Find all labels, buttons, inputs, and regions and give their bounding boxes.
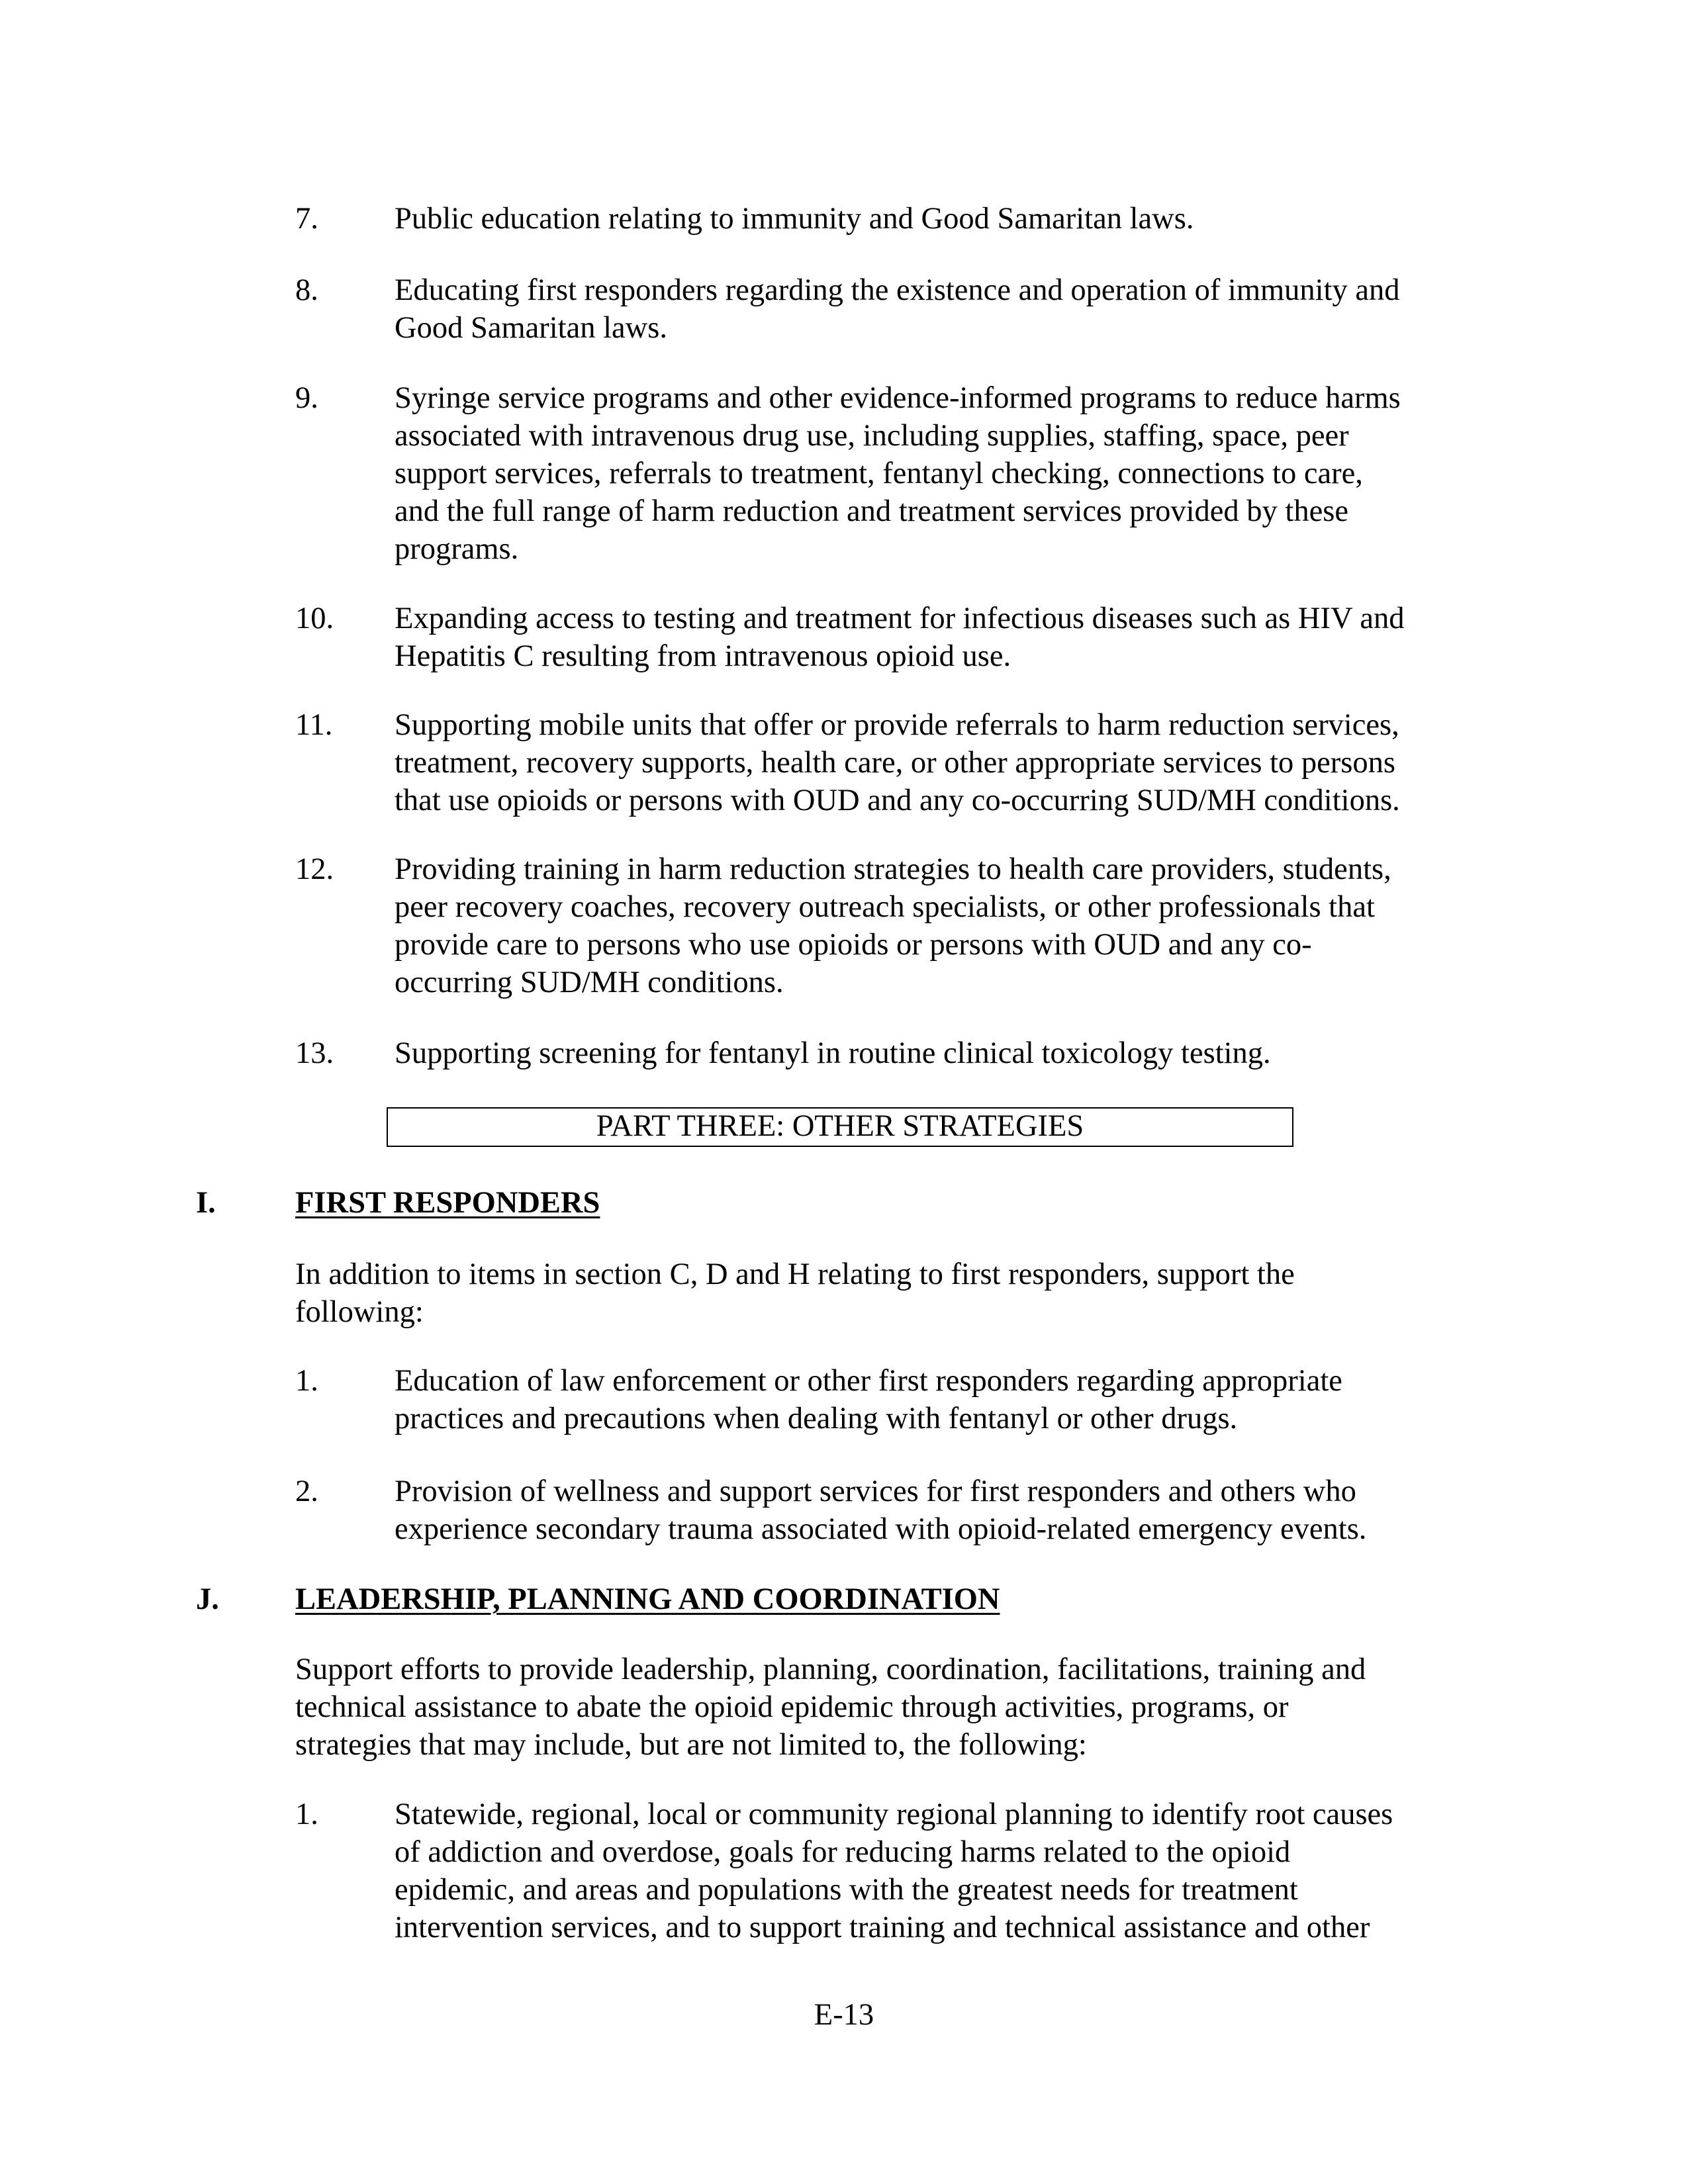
page-number: E-13 xyxy=(814,1998,874,2032)
item-number: 7. xyxy=(295,202,318,236)
text-line: Education of law enforcement or other first responders regarding appropriate xyxy=(395,1364,1342,1398)
section-title: FIRST RESPONDERS xyxy=(295,1186,600,1220)
text-line: In addition to items in section C, D and H relating to first responders, support the xyxy=(295,1257,1295,1291)
part-three-banner: PART THREE: OTHER STRATEGIES xyxy=(387,1107,1293,1147)
item-text xyxy=(395,706,1493,819)
text-line: experience secondary trauma associated with opioid-related emergency events. xyxy=(395,1512,1367,1546)
item-number: 12. xyxy=(295,852,334,886)
text-line: Supporting mobile units that offer or provide referrals to harm reduction services, xyxy=(395,708,1399,742)
item-number: 11. xyxy=(295,708,333,742)
text-line: intervention services, and to support training and technical assistance and other xyxy=(395,1911,1370,1944)
item-text xyxy=(395,850,1493,1001)
text-line: following: xyxy=(295,1295,424,1329)
item-number: 2. xyxy=(295,1475,318,1508)
text-line: Support efforts to provide leadership, planning, coordination, facilitations, training and xyxy=(295,1653,1366,1686)
text-line: Providing training in harm reduction strategies to health care providers, students, xyxy=(395,852,1391,886)
text-line: Good Samaritan laws. xyxy=(395,311,667,345)
text-line: support services, referrals to treatment, fentanyl checking, connections to care, xyxy=(395,457,1363,490)
text-line: Educating first responders regarding the existence and operation of immunity and xyxy=(395,273,1400,307)
text-line: Hepatitis C resulting from intravenous opioid use. xyxy=(395,639,1011,673)
section-intro-paragraph xyxy=(295,1255,1493,1331)
item-number: 13. xyxy=(295,1036,334,1070)
item-text xyxy=(395,271,1493,347)
text-line: Supporting screening for fentanyl in routine clinical toxicology testing. xyxy=(395,1036,1271,1070)
item-text xyxy=(395,1034,1493,1072)
section-intro-paragraph xyxy=(295,1651,1493,1764)
item-text xyxy=(395,1362,1493,1437)
text-line: peer recovery coaches, recovery outreach specialists, or other professionals that xyxy=(395,890,1375,924)
text-line: Public education relating to immunity and Good Samaritan laws. xyxy=(395,202,1194,236)
item-number: 1. xyxy=(295,1364,318,1398)
section-letter: J. xyxy=(196,1582,219,1616)
text-line: Statewide, regional, local or community regional planning to identify root causes xyxy=(395,1797,1393,1831)
text-line: that use opioids or persons with OUD and any co-occurring SUD/MH conditions. xyxy=(395,784,1400,817)
text-line: programs. xyxy=(395,532,519,566)
text-line: practices and precautions when dealing with fentanyl or other drugs. xyxy=(395,1402,1238,1435)
item-text xyxy=(395,379,1493,568)
text-line: technical assistance to abate the opioid epidemic through activities, programs, or xyxy=(295,1690,1289,1724)
item-text xyxy=(395,200,1493,238)
item-number: 8. xyxy=(295,273,318,307)
text-line: provide care to persons who use opioids or persons with OUD and any co- xyxy=(395,928,1312,962)
text-line: associated with intravenous drug use, including supplies, staffing, space, peer xyxy=(395,419,1349,453)
text-line: occurring SUD/MH conditions. xyxy=(395,966,784,999)
text-line: and the full range of harm reduction and treatment services provided by these xyxy=(395,494,1348,528)
text-line: epidemic, and areas and populations with the greatest needs for treatment xyxy=(395,1873,1298,1907)
item-text xyxy=(395,600,1493,675)
text-line: Syringe service programs and other evidence-informed programs to reduce harms xyxy=(395,381,1401,415)
item-number: 1. xyxy=(295,1797,318,1831)
item-number: 10. xyxy=(295,602,334,635)
section-title: LEADERSHIP, PLANNING AND COORDINATION xyxy=(295,1582,1000,1616)
item-number: 9. xyxy=(295,381,318,415)
section-letter: I. xyxy=(196,1186,216,1220)
text-line: Provision of wellness and support services for first responders and others who xyxy=(395,1475,1356,1508)
item-text xyxy=(395,1796,1493,1946)
item-text xyxy=(395,1473,1493,1548)
text-line: of addiction and overdose, goals for reducing harms related to the opioid xyxy=(395,1835,1291,1869)
text-line: treatment, recovery supports, health care, or other appropriate services to persons xyxy=(395,746,1395,780)
text-line: strategies that may include, but are not limited to, the following: xyxy=(295,1728,1087,1762)
text-line: Expanding access to testing and treatment for infectious diseases such as HIV and xyxy=(395,602,1405,635)
